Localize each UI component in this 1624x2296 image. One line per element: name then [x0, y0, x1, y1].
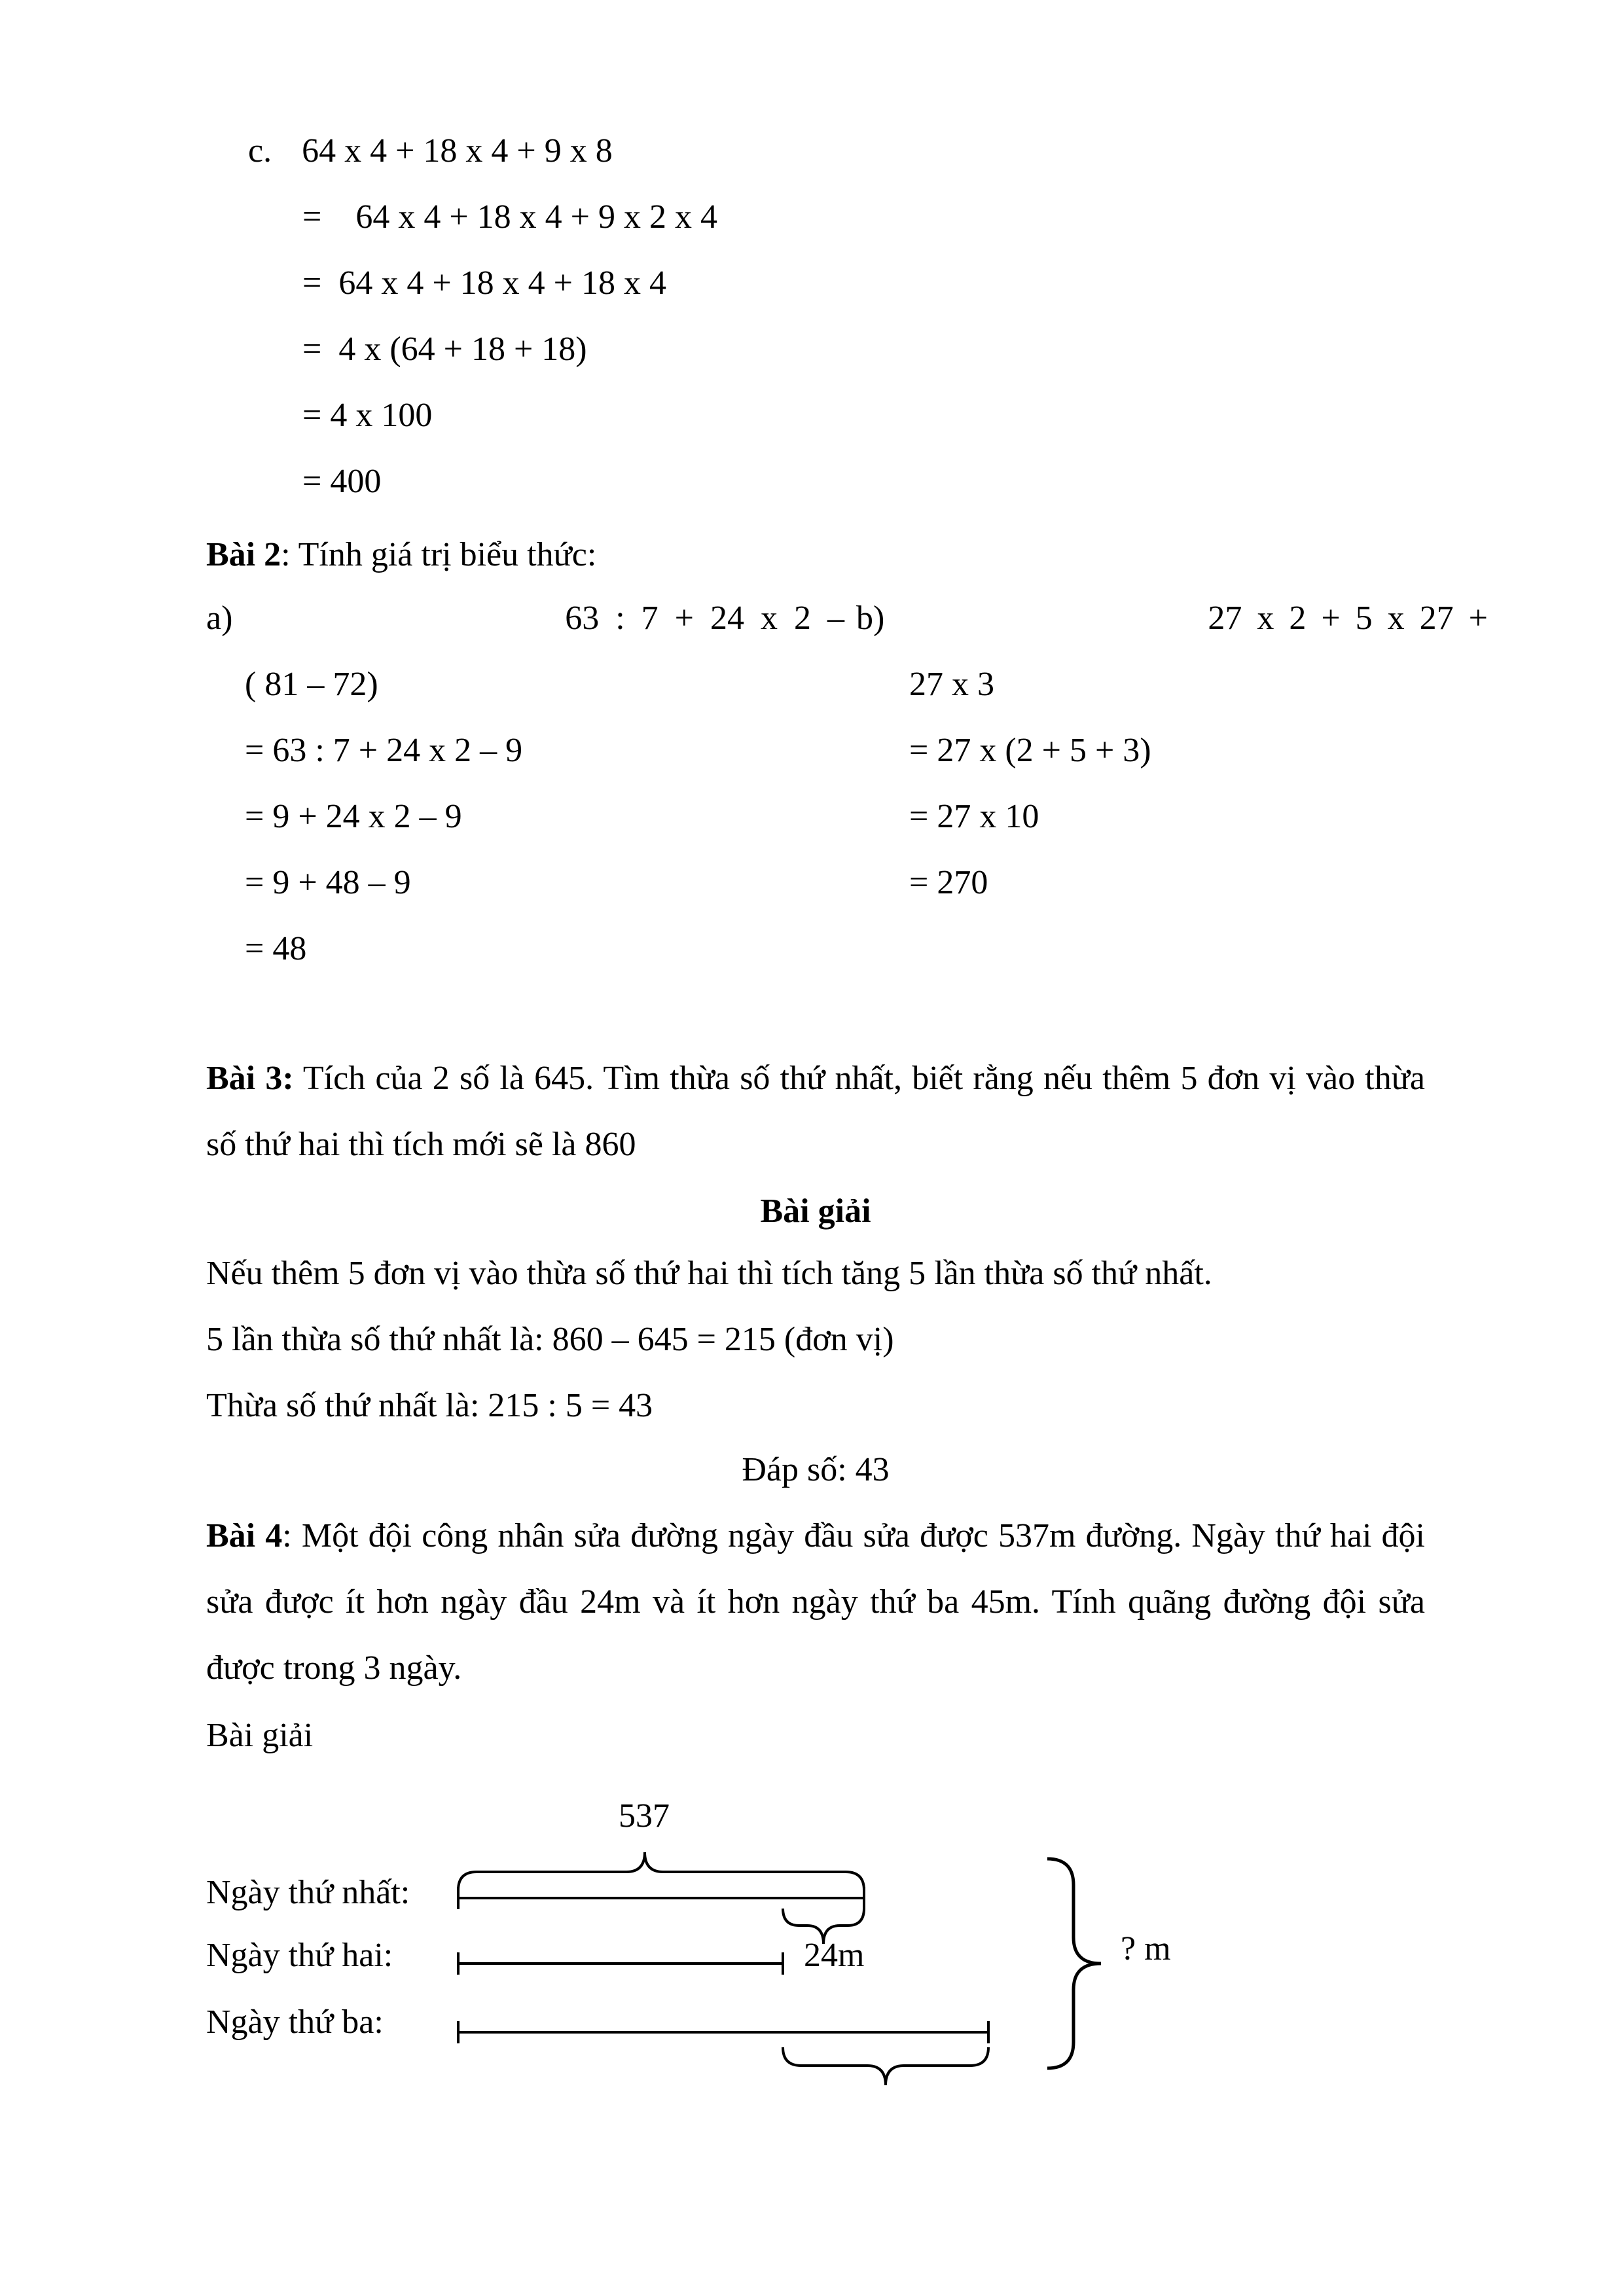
- exercise-c-step-3: = 4 x (64 + 18 + 18): [302, 331, 587, 368]
- diagram-diff-value: 24m: [804, 1937, 865, 1974]
- bai2-heading: [206, 522, 596, 588]
- bai4-title: Bài 4: [206, 1517, 283, 1554]
- part-a-step-4: = 48: [245, 930, 307, 967]
- part-a-expression: 63 : 7 + 24 x 2 –: [565, 600, 844, 637]
- diagram-day2-label: Ngày thứ hai:: [206, 1937, 393, 1974]
- bai3-solution: [206, 1240, 1212, 1439]
- diff-brace: [783, 1909, 864, 1944]
- part-a-label: a): [206, 600, 233, 637]
- day2-line: [458, 1952, 783, 1975]
- total-question-brace: [1047, 1859, 1101, 2068]
- diagram-day1-label: Ngày thứ nhất:: [206, 1874, 410, 1911]
- exercise-c-step-4: = 4 x 100: [302, 397, 433, 434]
- bai4-problem-text: : Một đội công nhân sửa đường ngày đầu sửa được 537m đường. Ngày thứ hai đội sửa được ít hơn ngày đầu 24m và ít hơn ngày thứ ba 45m. Tính quãng đường đội sửa được trong 3 ngày.: [206, 1517, 1425, 1687]
- bai2-title: Bài 2: [206, 536, 281, 573]
- bai2-title-rest: : Tính giá trị biểu thức:: [281, 536, 597, 573]
- total-brace: [458, 1852, 864, 1890]
- bai3-solution-line-3: Thừa số thứ nhất là: 215 : 5 = 43: [206, 1387, 653, 1424]
- part-b-expression-cont: 27 x 3: [909, 666, 994, 703]
- bai3-solution-heading: Bài giải: [760, 1193, 871, 1230]
- day3-line: [458, 2021, 988, 2043]
- exercise-c-expression: 64 x 4 + 18 x 4 + 9 x 8: [302, 132, 613, 170]
- bai2-part-b: [856, 585, 1488, 916]
- bai3-solution-line-2: 5 lần thừa số thứ nhất là: 860 – 645 = 215 (đơn vị): [206, 1321, 894, 1358]
- part-a-step-2: = 9 + 24 x 2 – 9: [245, 798, 462, 835]
- bai2-part-a: [206, 585, 844, 982]
- bai3-problem: [206, 1045, 1425, 1177]
- part-b-label: b): [856, 600, 885, 637]
- part-a-step-3: = 9 + 48 – 9: [245, 864, 411, 901]
- part-b-step-1: = 27 x (2 + 5 + 3): [909, 732, 1151, 769]
- bai3-answer: Đáp số: 43: [742, 1451, 890, 1488]
- bai3-solution-line-1: Nếu thêm 5 đơn vị vào thừa số thứ hai thì tích tăng 5 lần thừa số thứ nhất.: [206, 1255, 1212, 1292]
- day3-extra-brace: [783, 2047, 988, 2085]
- bai3-problem-text: Tích của 2 số là 645. Tìm thừa số thứ nhất, biết rằng nếu thêm 5 đơn vị vào thừa số thứ hai thì tích mới sẽ là 860: [206, 1060, 1425, 1163]
- diagram-total-value: 537: [619, 1797, 670, 1835]
- bai4-problem: [206, 1503, 1425, 1701]
- exercise-c-label: c.: [248, 132, 272, 170]
- part-a-expression-cont: ( 81 – 72): [245, 666, 378, 703]
- diagram-day3-label: Ngày thứ ba:: [206, 2003, 384, 2041]
- part-a-expression-line: [206, 585, 844, 651]
- bai4-solution-label: Bài giải: [206, 1717, 314, 1754]
- part-b-step-2: = 27 x 10: [909, 798, 1039, 835]
- part-b-expression: 27 x 2 + 5 x 27 +: [1208, 600, 1488, 637]
- exercise-c-expression-line: [248, 118, 717, 184]
- exercise-c-step-2: = 64 x 4 + 18 x 4 + 18 x 4: [302, 264, 666, 302]
- exercise-c: [248, 118, 717, 514]
- part-b-step-3: = 270: [909, 864, 988, 901]
- bai3-title: Bài 3:: [206, 1060, 294, 1097]
- part-b-expression-line: [856, 585, 1488, 651]
- length-diagram: [0, 1767, 1624, 2160]
- exercise-c-step-1: = 64 x 4 + 18 x 4 + 9 x 2 x 4: [302, 198, 717, 236]
- day1-line: [458, 1887, 864, 1909]
- diagram-question-value: ? m: [1121, 1930, 1171, 1967]
- exercise-c-step-5: = 400: [302, 463, 382, 500]
- part-a-step-1: = 63 : 7 + 24 x 2 – 9: [245, 732, 523, 769]
